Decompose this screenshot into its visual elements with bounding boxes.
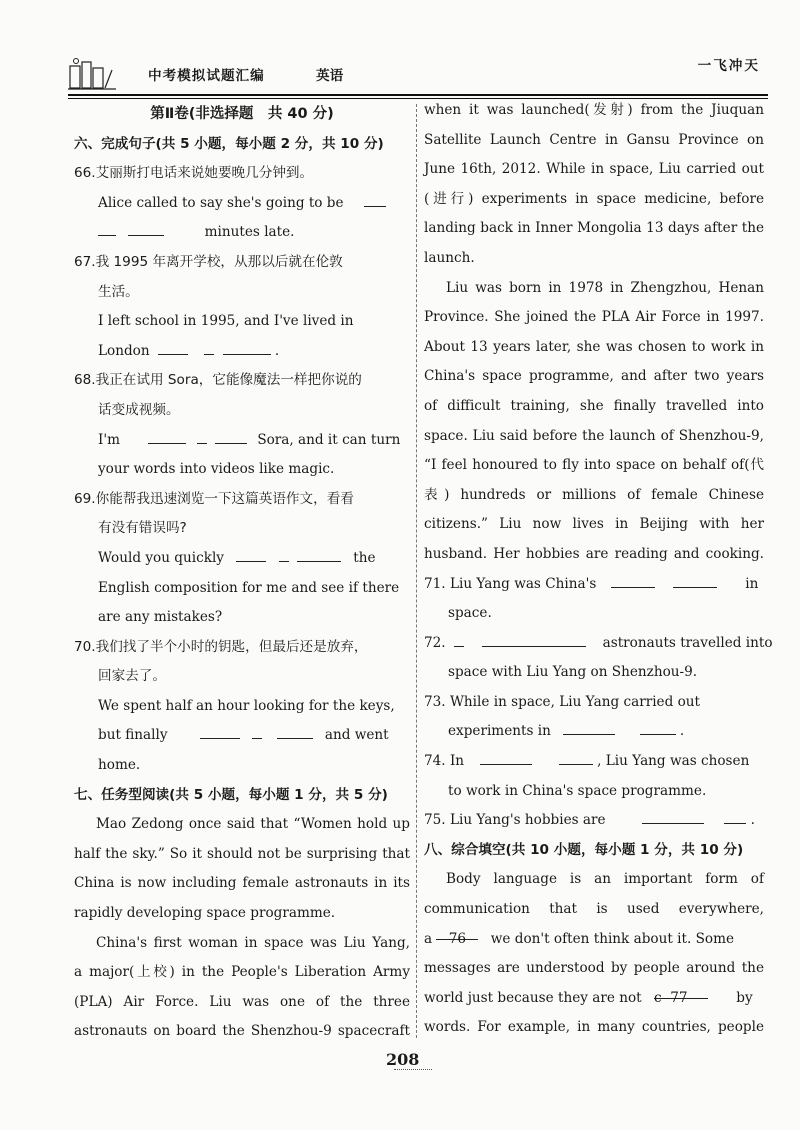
q76-text: we don't often think about it. Some — [490, 930, 735, 947]
passage-line: China's space programme, and after two years — [424, 368, 764, 385]
q77-text-a: world just because they are not — [424, 989, 642, 1006]
q73-text: experiments in — [448, 723, 551, 740]
q66-blank-3[interactable] — [128, 221, 164, 236]
passage-line: words. For example, in many countries, people — [424, 1019, 764, 1036]
q69-text-a: Would you quickly — [98, 549, 224, 566]
q67-chinese-1: 67.我 1995 年离开学校，从那以后就在伦敦 — [74, 253, 343, 270]
q70-blank-2[interactable] — [252, 724, 262, 739]
q68-sentence — [74, 426, 410, 456]
passage-line: rapidly developing space programme. — [74, 905, 336, 922]
q73-blank-2[interactable] — [640, 720, 676, 735]
q66-chinese: 66.艾丽斯打电话来说她要晚几分钟到。 — [74, 165, 314, 182]
right-column — [424, 96, 773, 1043]
passage-line: Mao Zedong once said that “Women hold up — [96, 816, 410, 833]
q68-blank-1[interactable] — [148, 429, 186, 444]
q69-text-b: the — [353, 549, 376, 566]
q70-sentence-end: home. — [98, 757, 141, 774]
q67-sentence — [74, 307, 410, 337]
q68-blank-2[interactable] — [197, 429, 207, 444]
q76-line — [424, 925, 764, 955]
passage-line: Satellite Launch Centre in Gansu Province on — [424, 131, 764, 148]
q69-blank-3[interactable] — [297, 547, 341, 562]
q69-sentence — [74, 544, 410, 574]
q66-text-b: minutes late. — [204, 224, 295, 241]
q74-cont: to work in China's space programme. — [448, 782, 707, 799]
q67-blank-2[interactable] — [204, 340, 214, 355]
passage-line: a major(上校) in the People's Liberation Army — [74, 964, 410, 981]
q68-chinese-1: 68.我正在试用 Sora，它能像魔法一样把你说的 — [74, 372, 362, 389]
q69-blank-1[interactable] — [236, 547, 266, 562]
q66-sentence — [74, 189, 410, 219]
q76-blank[interactable] — [436, 925, 478, 947]
q74-blank-1[interactable] — [480, 750, 532, 765]
q75-period: . — [750, 812, 755, 829]
q70-sentence: We spent half an hour looking for the keys, — [98, 697, 395, 714]
passage-line: (PLA) Air Force. Liu was one of the three — [74, 993, 410, 1010]
q66-blank-2[interactable] — [98, 221, 116, 236]
column-divider — [416, 104, 417, 1038]
q72-blank-2[interactable] — [482, 632, 586, 647]
q69-chinese-2: 有没有错误吗? — [98, 520, 187, 537]
q69-blank-2[interactable] — [279, 547, 289, 562]
q67-text-a: I left school in 1995, and I've lived in — [98, 313, 354, 330]
q75-text: 75. Liu Yang's hobbies are — [424, 812, 606, 829]
q72-num: 72. — [424, 634, 446, 651]
q72-text-b: astronauts travelled into — [602, 634, 773, 651]
q74-text-b: , Liu Yang was chosen — [597, 753, 750, 770]
section-title: 第Ⅱ卷(非选择题 共 40 分) — [150, 106, 334, 122]
q76-number: 76 — [448, 930, 467, 947]
q71-blank-1[interactable] — [611, 573, 655, 588]
q69-chinese-1: 69.你能帮我迅速浏览一下这篇英语作文，看看 — [74, 490, 354, 507]
passage-line: when it was launched(发射) from the Jiuquan — [424, 102, 764, 118]
q68-chinese-2: 话变成视频。 — [98, 401, 180, 418]
passage-line: half the sky.” So it should not be surprising that — [74, 845, 410, 862]
passage-line: launch. — [424, 249, 475, 266]
part6-title: 六、完成句子(共 5 小题，每小题 2 分，共 10 分) — [74, 135, 384, 152]
q70-blank-1[interactable] — [200, 724, 240, 739]
part7-title: 七、任务型阅读(共 5 小题，每小题 1 分，共 5 分) — [74, 786, 388, 803]
q77-blank[interactable] — [653, 984, 708, 1006]
passage-line: husband. Her hobbies are reading and cooking. — [424, 545, 764, 562]
q72-cont: space with Liu Yang on Shenzhou-9. — [448, 664, 698, 681]
q67-sentence-cont: London . — [74, 337, 410, 367]
passage-line: landing back in Inner Mongolia 13 days after the — [424, 220, 764, 237]
q67-text-b: London — [98, 342, 150, 359]
q70-text-b: and went — [324, 727, 389, 744]
q71-text: 71. Liu Yang was China's — [424, 575, 597, 592]
q67-blank-1[interactable] — [158, 340, 188, 355]
passage-line: About 13 years later, she was chosen to work in — [424, 338, 764, 355]
q74-blank-2[interactable] — [559, 750, 593, 765]
passage-line: (进行) experiments in space medicine, before — [424, 190, 764, 207]
q71-line — [424, 570, 764, 600]
q77-letter: c — [653, 989, 662, 1006]
q70-chinese-1: 70.我们找了半个小时的钥匙，但最后还是放弃， — [74, 638, 368, 655]
passage-line: of difficult training, she finally travelled into — [424, 397, 764, 414]
q76-prefix: a — [424, 930, 433, 947]
q70-sentence-cont — [74, 721, 410, 751]
passage-line: astronauts on board the Shenzhou-9 spacecraft — [74, 1023, 410, 1040]
q72-blank-1[interactable] — [454, 632, 464, 647]
q66-text-a: Alice called to say she's going to be — [98, 194, 344, 211]
q66-sentence-cont — [74, 218, 410, 248]
q73-blank-1[interactable] — [563, 720, 615, 735]
passage-line: messages are understood by people around the — [424, 960, 764, 977]
passage-line: “I feel honoured to fly into space on behalf of(代 — [424, 457, 764, 474]
passage-line: Province. She joined the PLA Air Force in 1997. — [424, 309, 764, 326]
passage-line: space. Liu said before the launch of Shenzhou-9, — [424, 427, 764, 444]
q69-sentence-cont-2: are any mistakes? — [98, 609, 223, 626]
q74-text: 74. In — [424, 753, 465, 770]
q68-text-b: Sora, and it can turn — [257, 431, 401, 448]
q72-line — [424, 629, 773, 659]
q73-line: 73. While in space, Liu Yang carried out — [424, 693, 701, 710]
q75-blank-2[interactable] — [724, 809, 746, 824]
q77-line — [424, 984, 764, 1014]
q66-blank-1[interactable] — [364, 192, 386, 207]
q73-cont — [424, 717, 764, 747]
passage-line: Body language is an important form of — [446, 871, 764, 888]
passage-line: 表) hundreds or millions of female Chinese — [424, 486, 764, 503]
page-number-rule — [394, 1069, 432, 1070]
passage-line: communication that is used everywhere, — [424, 901, 764, 918]
q69-sentence-cont-1: English composition for me and see if there — [98, 579, 400, 596]
part8-title: 八、综合填空(共 10 小题，每小题 1 分，共 10 分) — [424, 841, 744, 858]
passage-line: citizens.” Liu now lives in Beijing with her — [424, 516, 764, 533]
passage-line: June 16th, 2012. While in space, Liu carried out — [424, 161, 764, 178]
header-slogan: 一飞冲天 — [697, 58, 760, 74]
passage-line: China is now including female astronauts in its — [74, 875, 410, 892]
q75-blank-1[interactable] — [642, 809, 704, 824]
q70-blank-3[interactable] — [277, 724, 313, 739]
q71-blank-2[interactable] — [673, 573, 717, 588]
q67-blank-3[interactable] — [223, 340, 271, 355]
q77-number: 77 — [670, 989, 688, 1006]
q75-line — [424, 806, 764, 836]
q68-sentence-cont: your words into videos like magic. — [98, 461, 335, 478]
q74-line — [424, 747, 764, 777]
q67-chinese-2: 生活。 — [98, 283, 139, 300]
q70-chinese-2: 回家去了。 — [98, 668, 166, 685]
books-icon — [68, 58, 116, 90]
q77-text-b: by — [736, 989, 753, 1006]
q71-cont: space. — [448, 605, 492, 622]
q70-text-a: but finally — [98, 727, 168, 744]
subject-label: 英语 — [316, 68, 344, 84]
q71-text-b: in — [745, 575, 759, 592]
left-column — [74, 100, 410, 1047]
passage-line: China's first woman in space was Liu Yang, — [96, 934, 410, 951]
q73-period: . — [679, 723, 685, 740]
passage-line: Liu was born in 1978 in Zhengzhou, Henan — [446, 279, 764, 296]
q68-text-a: I'm — [98, 431, 120, 448]
page-number: 208 — [386, 1050, 420, 1069]
book-title: 中考模拟试题汇编 — [148, 68, 265, 84]
q68-blank-3[interactable] — [215, 429, 247, 444]
page-header — [68, 56, 768, 96]
